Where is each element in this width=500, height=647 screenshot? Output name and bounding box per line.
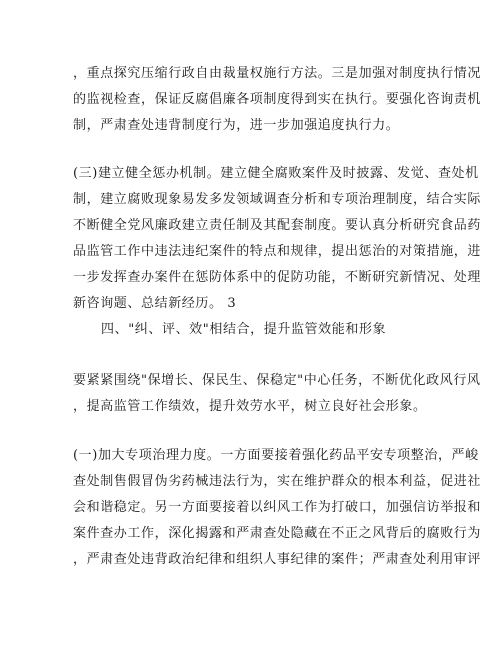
text-line: 制，建立腐败现象易发多发领域调查分析和专项治理制度，结合实际 — [73, 192, 482, 207]
text-line: 不断健全党风廉政建立责任制及其配套制度。要认真分析研究食品药 — [73, 218, 482, 233]
text-line: 会和谐稳定。另一方面要接着以纠风工作为打破口，加强信访举报和 — [73, 500, 482, 515]
text-line: 案件查办工作，深化揭露和严肃查处隐藏在不正之风背后的腐败行为 — [73, 526, 482, 541]
text-line: ，提高监管工作绩效，提升效劳水平，树立良好社会形象。 — [73, 399, 427, 414]
text-line: ，严肃查处违背政治纪律和组织人事纪律的案件；严肃查处利用审评 — [73, 552, 482, 567]
text-line: 查处制售假冒伪劣药械违法行为，实在维护群众的根本利益，促进社 — [73, 474, 482, 489]
text-line: (一)加大专项治理力度。一方面要接着强化药品平安专项整治，严峻 — [73, 448, 479, 463]
section-heading: 四、"纠、评、效"相结合，提升监管效能和形象 — [101, 322, 387, 337]
text-line: (三)建立健全惩办机制。建立健全腐败案件及时披露、发觉、查处机 — [73, 166, 479, 181]
text-line: 新咨询题、总结新经历。 3 — [73, 296, 237, 311]
text-line: 制，严肃查处违背制度行为，进一步加强追度执行力。 — [73, 118, 400, 133]
text-line: 品监管工作中违法违纪案件的特点和规律，提出惩治的对策措施，进 — [73, 244, 482, 259]
text-line: 要紧紧围绕"保增长、保民生、保稳定"中心任务，不断优化政风行风 — [73, 373, 481, 388]
text-line: 一步发挥查办案件在惩防体系中的促防功能，不断研究新情况、处理 — [73, 270, 482, 285]
text-line: 的监视检查，保证反腐倡廉各项制度得到实在执行。要强化咨询责机 — [73, 92, 482, 107]
text-line: ，重点探究压缩行政自由裁量权施行方法。三是加强对制度执行情况 — [73, 66, 482, 81]
